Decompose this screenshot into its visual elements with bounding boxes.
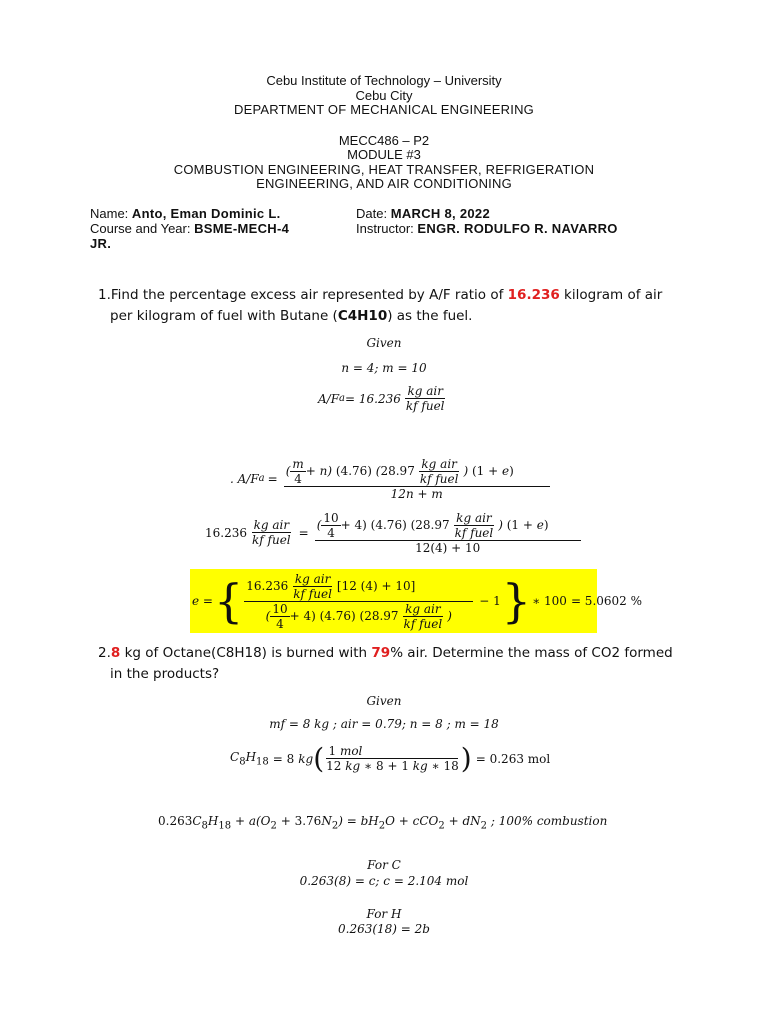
problem1-general-formula: . A/F a = ( $\frac{m}{4}$ + n) (4.76) (28.97 $\frac{\text{kg air}}{\text{kf fuel}}$ ) (1 + e) 12n + m xyxy=(230,456,553,501)
topic-line-1: COMBUSTION ENGINEERING, HEAT TRANSFER, REFRIGERATION xyxy=(173,162,595,177)
unit-numerator: kg air xyxy=(407,384,443,398)
problem2-suffix: % air. Determine the mass of CO2 formed xyxy=(390,645,673,661)
instructor-label: Instructor: xyxy=(356,221,414,236)
problem2-mass-value: 8 xyxy=(110,645,121,661)
course-label: Course and Year: xyxy=(90,221,191,236)
unit-fraction xyxy=(404,384,447,413)
problem2-for-c-eq: 0.263(8) = c; c = 2.104 mol xyxy=(299,874,469,888)
formula-lhs: . A/F xyxy=(230,471,259,486)
problem2-moles-equation: $C_8H_{18}$ = 8 kg ( $\frac{\text{1 mol}}{12 kg ∗ 8 + 1 kg ∗ 18}$ ) = 0.263 mol xyxy=(230,742,551,775)
af-value-eq: = 16.236 xyxy=(345,391,401,406)
problem1-given-nm: n = 4; m = 10 xyxy=(341,361,427,375)
course-value: BSME-MECH-4 xyxy=(194,221,290,236)
sub-denominator: 12(4) + 10 xyxy=(415,541,481,555)
course-value-cont: JR. xyxy=(90,236,112,251)
formula-numerator: ( $\frac{m}{4}$ + n) (4.76) (28.97 $\frac{\text{kg air}}{\text{kf fuel}}$ ) (1 + e) xyxy=(284,456,550,487)
problem2-given-line: mf = 8 kg ; air = 0.79; n = 8 ; m = 18 xyxy=(269,717,499,731)
module-number: MODULE #3 xyxy=(347,147,421,162)
problem1-af-value: 16.236 xyxy=(507,287,560,303)
institution-name: Cebu Institute of Technology – University xyxy=(266,73,502,88)
sub-unit-fraction: $\frac{\text{kg air}}{\text{kf fuel}}$ xyxy=(252,518,291,547)
problem2-air-value: 79 xyxy=(371,645,391,661)
problem1-fuel: C4H10 xyxy=(337,308,388,324)
date-value: MARCH 8, 2022 xyxy=(390,206,490,221)
problem1-substituted: 16.236 $\frac{\text{kg air}}{\text{kf fuel}}$ = ( $\frac{10}{4}$ + 4) (4.76) (28.97 $\frac{\text{kg air}}{\text{kf fuel}}$ ) (1 + e) 12(4) + 10 xyxy=(205,510,584,555)
topic-line-2: ENGINEERING, AND AIR CONDITIONING xyxy=(256,176,512,191)
af-subscript: a xyxy=(339,393,346,404)
problem1-text: 1.Find the percentage excess air represented by A/F ratio of xyxy=(98,287,508,303)
city: Cebu City xyxy=(355,88,413,103)
problem1-line1 xyxy=(98,284,662,306)
formula-denominator: 12n + m xyxy=(390,487,443,501)
instructor-value: ENGR. RODULFO R. NAVARRO xyxy=(417,221,618,236)
af-label: A/F xyxy=(318,391,340,406)
name-label: Name: xyxy=(90,206,129,221)
problem1-given-label: Given xyxy=(366,336,402,350)
problem2-for-h-eq: 0.263(18) = 2b xyxy=(338,922,430,936)
problem1-answer: e = { 16.236 $\frac{\text{kg air}}{\text{kf fuel}}$ [12 (4) + 10] ( $\frac{10}{4}$ + 4) (4.76) (28.97 $\frac{\text{kg air}}{\text{kf fuel}}$ ) − 1 } ∗ 100 = 5.0602 % xyxy=(192,571,643,631)
problem2-reaction: $0.263C_8H_{18} + a(O_2 + 3.76N_2) = bH_2O + cCO_2 + dN_2$ ; 100% combustion xyxy=(158,814,608,832)
answer-fraction: 16.236 $\frac{\text{kg air}}{\text{kf fuel}}$ [12 (4) + 10] ( $\frac{10}{4}$ + 4) (4.76) (28.97 $\frac{\text{kg air}}{\text{kf fuel}}$ ) xyxy=(244,572,473,631)
date-label: Date: xyxy=(356,206,388,221)
date-row xyxy=(356,206,490,222)
unit-denominator: kf fuel xyxy=(405,399,445,413)
department: DEPARTMENT OF MECHANICAL ENGINEERING xyxy=(234,102,534,117)
problem2-for-h: For H xyxy=(366,907,402,921)
answer-value: = 5.0602 % xyxy=(570,594,643,608)
course-row xyxy=(90,221,289,237)
problem2-prefix: 2. xyxy=(98,645,111,661)
instructor-row xyxy=(356,221,618,237)
problem2-line1 xyxy=(98,642,673,664)
course-code: MECC486 – P2 xyxy=(338,133,430,148)
problem1-line2 xyxy=(110,305,472,327)
sub-numerator: ( $\frac{10}{4}$ + 4) (4.76) (28.97 $\frac{\text{kg air}}{\text{kf fuel}}$ ) (1 + e) xyxy=(315,510,581,541)
sub-fraction xyxy=(315,510,581,555)
name-row xyxy=(90,206,281,222)
sub-lhs: 16.236 xyxy=(205,525,247,540)
problem1-text-mid: kilogram of air xyxy=(559,287,663,303)
problem2-middle: kg of Octane(C8H18) is burned with xyxy=(120,645,372,661)
problem1-line2-prefix: per kilogram of fuel with Butane ( xyxy=(110,308,338,324)
formula-lhs-sub: a xyxy=(258,473,265,484)
formula-fraction xyxy=(284,456,550,501)
reaction-suffix: ; 100% combustion xyxy=(490,814,608,828)
problem1-line2-suffix: ) as the fuel. xyxy=(387,308,473,324)
problem2-given-label: Given xyxy=(366,694,402,708)
name-value: Anto, Eman Dominic L. xyxy=(131,206,281,221)
problem1-af-equation xyxy=(318,384,450,413)
answer-times: ∗ 100 xyxy=(532,594,567,608)
problem2-for-c: For C xyxy=(367,858,401,872)
course-row-cont xyxy=(90,236,111,252)
problem2-line2: in the products? xyxy=(110,666,220,682)
moles-result: = 0.263 mol xyxy=(475,751,551,766)
